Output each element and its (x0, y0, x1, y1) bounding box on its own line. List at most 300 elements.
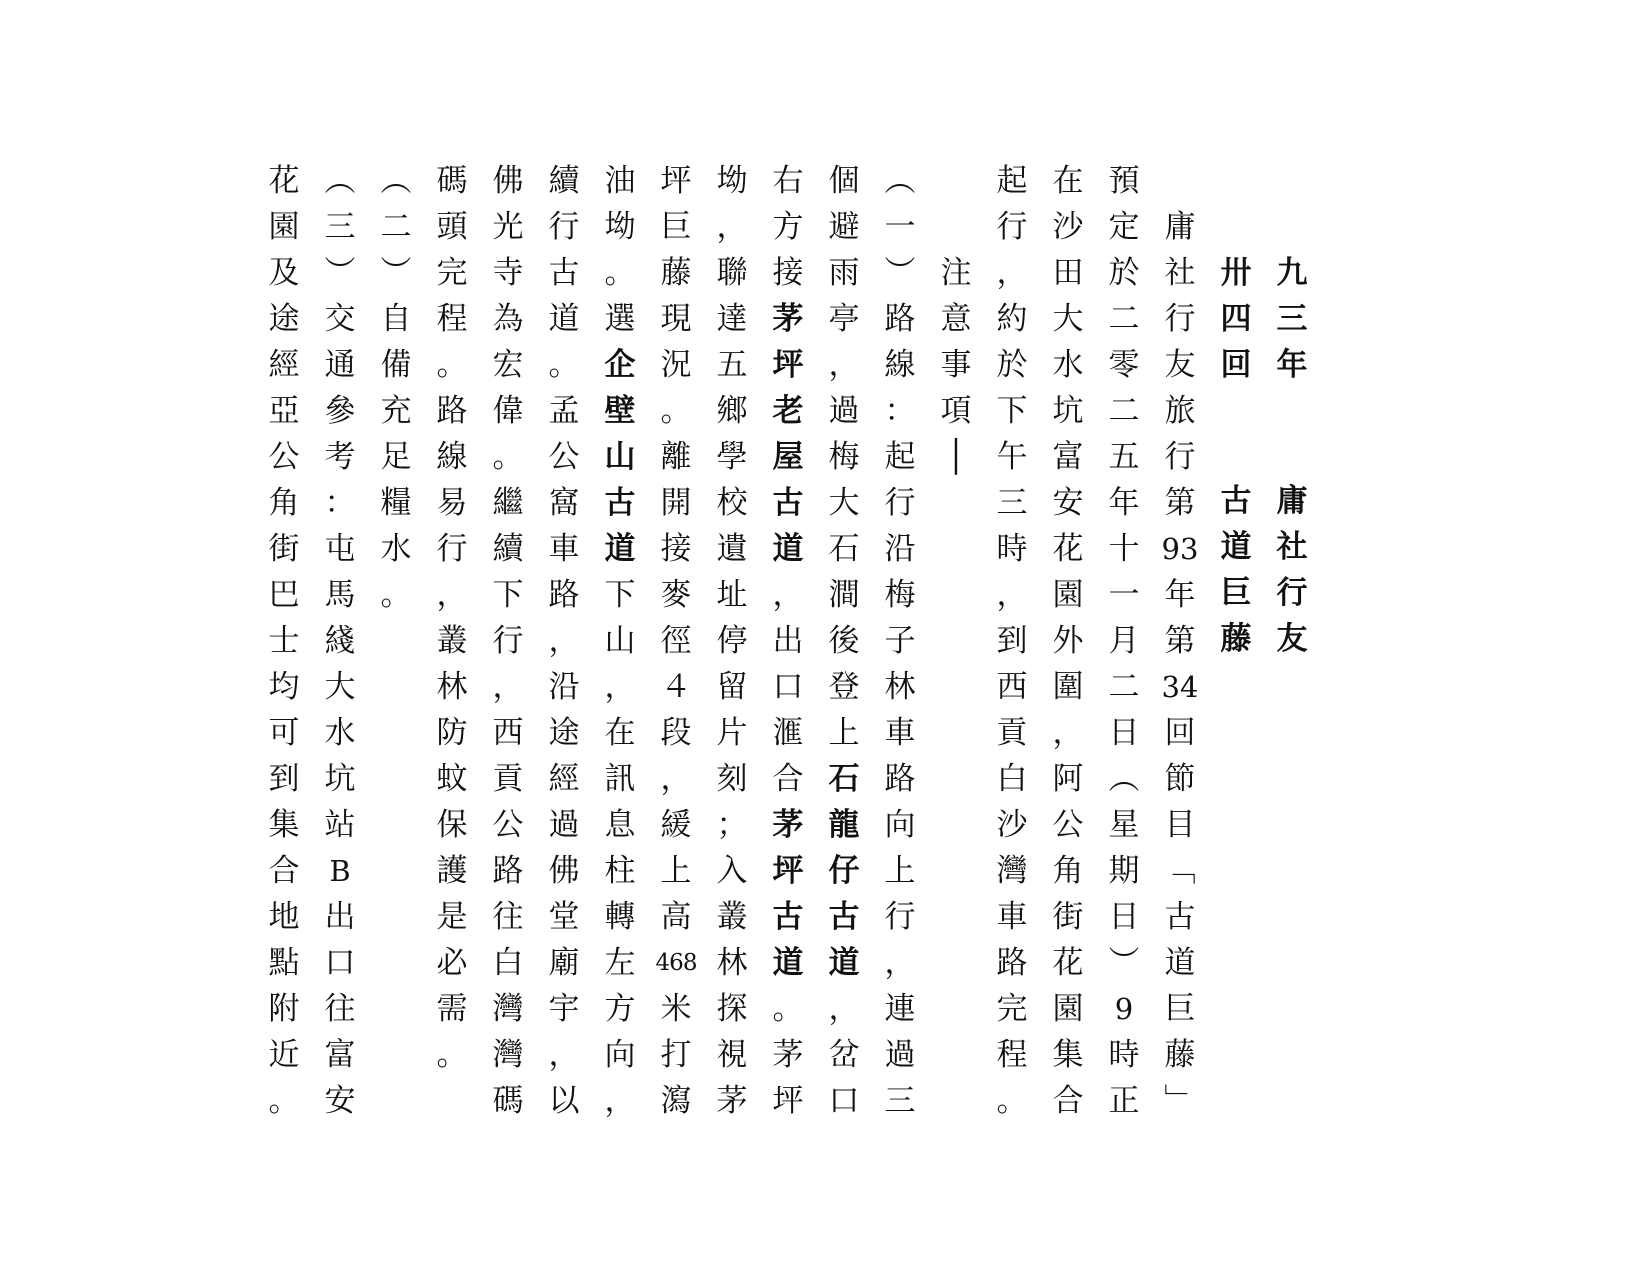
glyph: 緩 (660, 807, 692, 843)
glyph: 起 (996, 163, 1028, 199)
glyph: 貢 (492, 761, 524, 797)
glyph: 佛 (548, 853, 580, 889)
glyph: ： (884, 393, 916, 429)
glyph: 茅 (772, 1037, 804, 1073)
glyph: 時 (1108, 1037, 1140, 1073)
glyph: 行 (884, 899, 916, 935)
glyph: 。 (772, 991, 804, 1027)
glyph: 碼 (436, 163, 468, 199)
glyph: 9 (1114, 992, 1134, 1026)
glyph: 大 (828, 485, 860, 521)
glyph: 況 (660, 347, 692, 383)
glyph: ， (716, 209, 748, 245)
glyph: 水 (324, 715, 356, 751)
glyph: 站 (324, 807, 356, 843)
glyph: 468 (655, 950, 697, 976)
glyph: 油 (604, 163, 636, 199)
glyph: 花 (268, 163, 300, 199)
glyph: 上 (884, 853, 916, 889)
glyph: 花 (1052, 945, 1084, 981)
glyph: 石 (828, 761, 860, 797)
glyph: 節 (1164, 761, 1196, 797)
glyph: 路 (548, 577, 580, 613)
glyph: 叢 (436, 623, 468, 659)
glyph: ︶ (1108, 945, 1140, 981)
glyph: 屋 (772, 439, 804, 475)
glyph: 白 (492, 945, 524, 981)
glyph: 完 (996, 991, 1028, 1027)
glyph: ︶ (324, 255, 356, 291)
glyph: 園 (268, 209, 300, 245)
glyph: 茅 (772, 807, 804, 843)
glyph: 經 (268, 347, 300, 383)
glyph: 道 (1220, 529, 1252, 565)
glyph: 孟 (548, 393, 580, 429)
glyph: 角 (1052, 853, 1084, 889)
glyph: 是 (436, 899, 468, 935)
glyph: 開 (660, 485, 692, 521)
glyph: 上 (828, 715, 860, 751)
glyph: 古 (772, 485, 804, 521)
glyph: 友 (1164, 347, 1196, 383)
glyph: 林 (716, 945, 748, 981)
glyph: 於 (996, 347, 1028, 383)
glyph: 路 (492, 853, 524, 889)
glyph: 年 (1108, 485, 1140, 521)
glyph: ， (828, 347, 860, 383)
glyph: 寺 (492, 255, 524, 291)
glyph: 道 (772, 945, 804, 981)
glyph: 古 (828, 899, 860, 935)
glyph: 坪 (772, 853, 804, 889)
glyph: 參 (324, 393, 356, 429)
glyph: 個 (828, 163, 860, 199)
glyph: 日 (1108, 899, 1140, 935)
glyph: 街 (1052, 899, 1084, 935)
glyph: 大 (1052, 301, 1084, 337)
glyph: 三 (1276, 301, 1308, 337)
glyph: 公 (492, 807, 524, 843)
glyph: 停 (716, 623, 748, 659)
glyph: 約 (996, 301, 1028, 337)
glyph: 巨 (1164, 991, 1196, 1027)
glyph: 徑 (660, 623, 692, 659)
glyph: 古 (604, 485, 636, 521)
glyph: 下 (996, 393, 1028, 429)
glyph: 護 (436, 853, 468, 889)
glyph: 防 (436, 715, 468, 751)
glyph: 亭 (828, 301, 860, 337)
glyph: 。 (492, 439, 524, 475)
glyph: 行 (996, 209, 1028, 245)
glyph: 校 (716, 485, 748, 521)
glyph: 到 (996, 623, 1028, 659)
glyph: 避 (828, 209, 860, 245)
glyph: 第 (1164, 485, 1196, 521)
glyph: 柱 (604, 853, 636, 889)
glyph: 年 (1164, 577, 1196, 613)
glyph: 旅 (1164, 393, 1196, 429)
glyph: 途 (548, 715, 580, 751)
glyph: 士 (268, 623, 300, 659)
glyph: 入 (716, 853, 748, 889)
glyph: ﹂ (1164, 1083, 1196, 1119)
glyph: ： (324, 485, 356, 521)
glyph: 藤 (1220, 621, 1252, 657)
glyph: 過 (884, 1037, 916, 1073)
glyph: 足 (380, 439, 412, 475)
glyph: 往 (492, 899, 524, 935)
glyph: 附 (268, 991, 300, 1027)
glyph: 巨 (1220, 575, 1252, 611)
glyph: 安 (1052, 485, 1084, 521)
glyph: 佛 (492, 163, 524, 199)
glyph: 車 (884, 715, 916, 751)
glyph: 學 (716, 439, 748, 475)
glyph: 星 (1108, 807, 1140, 843)
glyph: ︵ (380, 163, 412, 199)
glyph: 行 (1164, 439, 1196, 475)
glyph: 四 (1220, 301, 1252, 337)
glyph: 五 (1108, 439, 1140, 475)
glyph: ， (604, 1083, 636, 1119)
glyph: 瀉 (660, 1083, 692, 1119)
glyph: 糧 (380, 485, 412, 521)
glyph: 藤 (1164, 1037, 1196, 1073)
glyph: 茅 (772, 301, 804, 337)
glyph: 通 (324, 347, 356, 383)
glyph: 離 (660, 439, 692, 475)
glyph: 選 (604, 301, 636, 337)
glyph: 沿 (548, 669, 580, 705)
glyph: 息 (604, 807, 636, 843)
glyph: ， (436, 577, 468, 613)
glyph: 。 (268, 1083, 300, 1119)
glyph: 街 (268, 531, 300, 567)
glyph: 巴 (268, 577, 300, 613)
glyph: 方 (772, 209, 804, 245)
glyph: 巨 (660, 209, 692, 245)
glyph: 阿 (1052, 761, 1084, 797)
glyph: 點 (268, 945, 300, 981)
glyph: 需 (436, 991, 468, 1027)
glyph: ， (660, 761, 692, 797)
glyph: ﹁ (1164, 853, 1196, 889)
glyph: 路 (996, 945, 1028, 981)
glyph: 公 (548, 439, 580, 475)
glyph: 十 (1108, 531, 1140, 567)
glyph: 方 (604, 991, 636, 1027)
glyph: 沙 (1052, 209, 1084, 245)
glyph: 左 (604, 945, 636, 981)
glyph: 繼 (492, 485, 524, 521)
glyph: 地 (268, 899, 300, 935)
glyph: 址 (716, 577, 748, 613)
glyph: 道 (772, 531, 804, 567)
glyph: ， (548, 1037, 580, 1073)
glyph: 。 (548, 347, 580, 383)
glyph: 第 (1164, 623, 1196, 659)
glyph: 。 (660, 393, 692, 429)
glyph: 出 (324, 899, 356, 935)
glyph: 古 (1164, 899, 1196, 935)
glyph: 西 (492, 715, 524, 751)
glyph: ︶ (884, 255, 916, 291)
glyph: 一 (884, 209, 916, 245)
glyph: 。 (996, 1083, 1028, 1119)
glyph: 宏 (492, 347, 524, 383)
glyph: ， (996, 255, 1028, 291)
glyph: 合 (772, 761, 804, 797)
glyph: 續 (492, 531, 524, 567)
glyph: 達 (716, 301, 748, 337)
glyph: 澗 (828, 577, 860, 613)
glyph: 口 (324, 945, 356, 981)
glyph: 老 (772, 393, 804, 429)
glyph: 交 (324, 301, 356, 337)
glyph: 上 (660, 853, 692, 889)
glyph: ︶ (380, 255, 412, 291)
glyph: 角 (268, 485, 300, 521)
glyph: 視 (716, 1037, 748, 1073)
glyph: 岔 (828, 1037, 860, 1073)
glyph: 程 (436, 301, 468, 337)
glyph: 到 (268, 761, 300, 797)
glyph: 灣 (492, 1037, 524, 1073)
glyph: 下 (604, 577, 636, 613)
glyph: 二 (380, 209, 412, 245)
glyph: 坑 (1052, 393, 1084, 429)
glyph: 考 (324, 439, 356, 475)
glyph: 備 (380, 347, 412, 383)
glyph: 麥 (660, 577, 692, 613)
glyph: 向 (884, 807, 916, 843)
glyph: 亞 (268, 393, 300, 429)
glyph: 石 (828, 531, 860, 567)
glyph: 行 (548, 209, 580, 245)
glyph: 午 (996, 439, 1028, 475)
glyph: 定 (1108, 209, 1140, 245)
glyph: 道 (604, 531, 636, 567)
glyph: 叢 (716, 899, 748, 935)
glyph: 一 (1108, 577, 1140, 613)
glyph: 路 (436, 393, 468, 429)
glyph: 園 (1052, 577, 1084, 613)
glyph: 山 (604, 623, 636, 659)
glyph: 馬 (324, 577, 356, 613)
glyph: ４ (660, 669, 692, 705)
glyph: 坑 (324, 761, 356, 797)
glyph: 林 (884, 669, 916, 705)
glyph: 梅 (884, 577, 916, 613)
glyph: 往 (324, 991, 356, 1027)
glyph: 山 (604, 439, 636, 475)
glyph: 。 (436, 1037, 468, 1073)
glyph: 公 (1052, 807, 1084, 843)
glyph: 三 (324, 209, 356, 245)
glyph: 茅 (716, 1083, 748, 1119)
glyph: 庸 (1164, 209, 1196, 245)
glyph: 圍 (1052, 669, 1084, 705)
glyph: 車 (996, 899, 1028, 935)
glyph: 遺 (716, 531, 748, 567)
glyph: 及 (268, 255, 300, 291)
glyph: 宇 (548, 991, 580, 1027)
glyph: 後 (828, 623, 860, 659)
glyph: 登 (828, 669, 860, 705)
glyph: 零 (1108, 347, 1140, 383)
glyph: ︵ (1108, 761, 1140, 797)
glyph: 沙 (996, 807, 1028, 843)
glyph: 碼 (492, 1083, 524, 1119)
glyph: 蚊 (436, 761, 468, 797)
glyph: ， (772, 577, 804, 613)
glyph: 連 (884, 991, 916, 1027)
glyph: 易 (436, 485, 468, 521)
glyph: 沿 (884, 531, 916, 567)
glyph: 接 (660, 531, 692, 567)
glyph: ︵ (884, 163, 916, 199)
glyph: 訊 (604, 761, 636, 797)
glyph: 經 (548, 761, 580, 797)
glyph: 路 (884, 761, 916, 797)
glyph: 保 (436, 807, 468, 843)
glyph: 意 (940, 301, 972, 337)
glyph: 屯 (324, 531, 356, 567)
glyph: 路 (884, 301, 916, 337)
glyph: 田 (1052, 255, 1084, 291)
glyph: 林 (436, 669, 468, 705)
glyph: 年 (1276, 347, 1308, 383)
glyph: 下 (492, 577, 524, 613)
glyph: 三 (884, 1083, 916, 1119)
glyph: 綫 (324, 623, 356, 659)
glyph: 口 (772, 669, 804, 705)
glyph: 道 (1164, 945, 1196, 981)
glyph: 自 (380, 301, 412, 337)
glyph: 合 (1052, 1083, 1084, 1119)
glyph: 梅 (828, 439, 860, 475)
glyph: 卅 (1220, 255, 1252, 291)
glyph: 時 (996, 531, 1028, 567)
glyph: 坪 (660, 163, 692, 199)
glyph: 二 (1108, 393, 1140, 429)
glyph: 留 (716, 669, 748, 705)
glyph: 右 (772, 163, 804, 199)
glyph: 富 (1052, 439, 1084, 475)
glyph: 坳 (604, 209, 636, 245)
glyph: 藤 (660, 255, 692, 291)
glyph: B (329, 854, 351, 888)
glyph: 過 (548, 807, 580, 843)
glyph: ， (884, 945, 916, 981)
glyph: 途 (268, 301, 300, 337)
glyph: 打 (660, 1037, 692, 1073)
glyph: 以 (548, 1083, 580, 1119)
glyph: 水 (380, 531, 412, 567)
glyph: 充 (380, 393, 412, 429)
glyph: 偉 (492, 393, 524, 429)
glyph: 社 (1164, 255, 1196, 291)
glyph: 灣 (996, 853, 1028, 889)
glyph: 月 (1108, 623, 1140, 659)
glyph: 行 (884, 485, 916, 521)
glyph: 貢 (996, 715, 1028, 751)
glyph: 。 (380, 577, 412, 613)
glyph: 堂 (548, 899, 580, 935)
glyph: ， (828, 991, 860, 1027)
glyph: 。 (436, 347, 468, 383)
glyph: 預 (1108, 163, 1140, 199)
glyph: 米 (660, 991, 692, 1027)
glyph: 花 (1052, 531, 1084, 567)
glyph: 過 (828, 393, 860, 429)
glyph: 集 (268, 807, 300, 843)
glyph: ； (716, 807, 748, 843)
glyph: 線 (884, 347, 916, 383)
glyph: 於 (1108, 255, 1140, 291)
glyph: 雨 (828, 255, 860, 291)
glyph: 必 (436, 945, 468, 981)
glyph: 九 (1276, 255, 1308, 291)
glyph: 期 (1108, 853, 1140, 889)
glyph: 光 (492, 209, 524, 245)
glyph: 仔 (828, 853, 860, 889)
glyph: 坳 (716, 163, 748, 199)
glyph: 在 (1052, 163, 1084, 199)
glyph: 大 (324, 669, 356, 705)
glyph: ， (604, 669, 636, 705)
glyph: 二 (1108, 301, 1140, 337)
glyph: 為 (492, 301, 524, 337)
glyph: 日 (1108, 715, 1140, 751)
glyph: 刻 (716, 761, 748, 797)
glyph: 34 (1161, 670, 1199, 704)
glyph: ， (492, 669, 524, 705)
glyph: 窩 (548, 485, 580, 521)
glyph: 道 (548, 301, 580, 337)
glyph: 行 (1164, 301, 1196, 337)
glyph: 在 (604, 715, 636, 751)
glyph: 合 (268, 853, 300, 889)
glyph: 正 (1108, 1083, 1140, 1119)
glyph: 轉 (604, 899, 636, 935)
glyph: 水 (1052, 347, 1084, 383)
glyph: 段 (660, 715, 692, 751)
glyph: 集 (1052, 1037, 1084, 1073)
glyph: 項 (940, 393, 972, 429)
glyph: 廟 (548, 945, 580, 981)
glyph: 回 (1220, 347, 1252, 383)
glyph: ， (548, 623, 580, 659)
glyph: 古 (1220, 483, 1252, 519)
glyph: ， (1052, 715, 1084, 751)
glyph: 鄉 (716, 393, 748, 429)
glyph: 高 (660, 899, 692, 935)
glyph: 回 (1164, 715, 1196, 751)
glyph: 企 (604, 347, 636, 383)
glyph: 外 (1052, 623, 1084, 659)
glyph: 庸 (1276, 483, 1308, 519)
glyph: 均 (268, 669, 300, 705)
glyph: 園 (1052, 991, 1084, 1027)
glyph: 可 (268, 715, 300, 751)
glyph: 西 (996, 669, 1028, 705)
glyph: 。 (604, 255, 636, 291)
glyph: 古 (772, 899, 804, 935)
glyph: 注 (940, 255, 972, 291)
glyph: 壁 (604, 393, 636, 429)
